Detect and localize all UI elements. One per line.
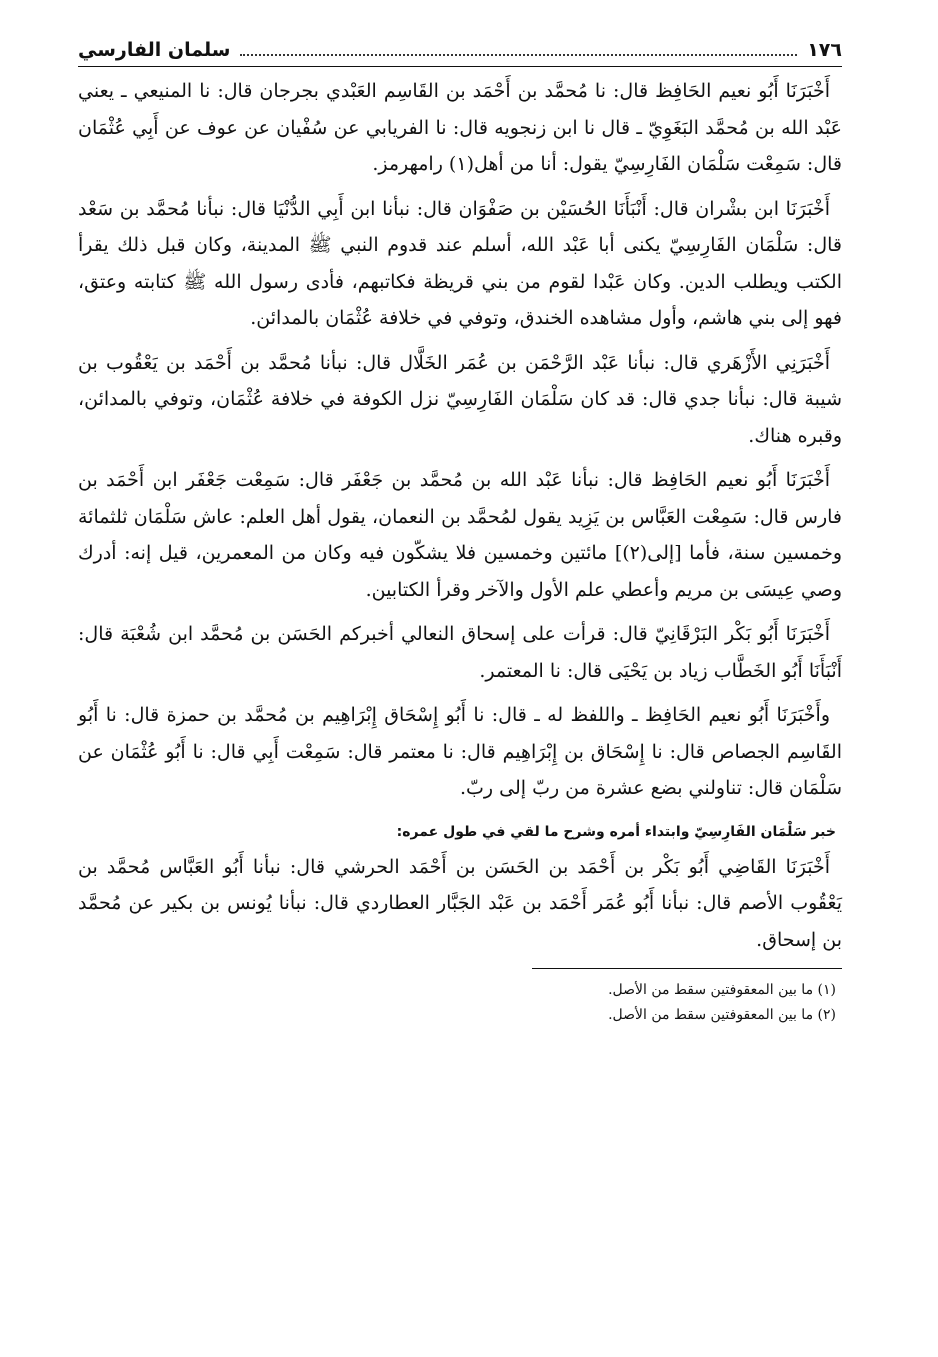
footnote-divider [532,968,842,969]
section-heading: خبر سَلْمَان الفَارِسِيّ وابتداء أمره وشرح ما لقي في طول عمره: [396,823,836,840]
text-paragraph: أَخْبَرَنَا ابن بشْران قال: أَنْبَأَنَا الحُسَيْن بن صَفْوَان قال: نبأنا ابن أَبِي الدُّنْيَا قال: نبأنا مُحمَّد بن سَعْد قال: سَلْمَان الفَارِسِيّ يكنى أبا عَبْد الله، أسلم عند قدوم النبي ﷺ المدينة، وكان قبل ذلك يقرأ الكتب ويطلب الدين. وكان عَبْدا لقوم من بني قريظة فكاتبهم، فأدى رسول الله ﷺ كتابته وعتق، فهو إلى بني هاشم، وأول مشاهده الخندق، وتوفي في خلافة عُثْمَان بالمدائن. [78,197,842,329]
book-page [78,36,842,1029]
footnote: (٢) ما بين المعقوفتين سقط من الأصل. [608,1007,836,1023]
page-number: ١٧٦ [807,39,842,61]
text-paragraph: وأَخْبَرَنَا أَبُو نعيم الحَافِظ ـ واللفظ له ـ قال: نا أَبُو إِسْحَاق إِبْرَاهِيم بن مُحمَّد بن حمزة قال: نا أَبُو القَاسِم الجصاص قال: نا إِسْحَاق بن إِبْرَاهِيم قال: نا معتمر قال: سَمِعْت أَبِي قال: نا أَبُو عُثْمَان عن سَلْمَان قال: تناولني بضع عشرة من ربّ إلى ربّ. [78,704,842,799]
header-dot-leader [240,54,797,56]
footnotes [78,979,842,1027]
text-paragraph: أَخْبَرَنَا أَبُو نعيم الحَافِظ قال: نا مُحمَّد بن أَحْمَد بن القَاسِم العَبْدي بجرجان قال: نا المنيعي ـ يعني عَبْد الله بن مُحمَّد البَغَوِيّ ـ قال نا ابن زنجويه قال: نا الفريابي عن سُفْيان عن عوف عن أَبِي عُثْمَان قال: سَمِعْت سَلْمَان الفَارِسِيّ يقول: أنا من أهل(١) رامهرمز. [78,80,842,175]
footnote: (١) ما بين المعقوفتين سقط من الأصل. [608,982,836,998]
main-text [78,73,842,958]
running-title: سلمان الفارسي [78,39,231,61]
text-paragraph: أَخْبَرَنَا القَاضِي أَبُو بَكْر بن أَحْمَد بن الحَسَن بن أَحْمَد الحرشي قال: نبأنا أَبُو العَبَّاس مُحمَّد بن يَعْقُوب الأصم قال: نبأنا أَبُو عُمَر أَحْمَد بن عَبْد الجَبَّار العطاردي قال: نبأنا يُونس بن بكير عن مُحمَّد بن إسحاق. [78,855,842,951]
running-header [78,36,842,67]
text-paragraph: أَخْبَرَنَا أَبُو نعيم الحَافِظ قال: نبأنا عَبْد الله بن مُحمَّد بن جَعْفَر قال: سَمِعْت جَعْفَر ابن أَحْمَد بن فارس قال: سَمِعْت العَبَّاس بن يَزِيد يقول لمُحمَّد بن النعمان، يقول أهل العلم: عاش سَلْمَان ثلثمائة وخمسين سنة، فأما [إلى(٢)] مائتين وخمسين فلا يشكّون فيه وكان من المعمرين، قيل إنه: أدرك وصي عِيسَى بن مريم وأعطي علم الأول والآخر وقرأ الكتابين. [78,469,842,601]
text-paragraph: أَخْبَرَنَا أَبُو بَكْر البَرْقَانِيّ قال: قرأت على إسحاق النعالي أخبركم الحَسَن بن مُحمَّد ابن شُعْبَة قال: أَنْبَأَنَا أَبُو الخَطَّاب زياد بن يَحْيَى قال: نا المعتمر. [78,623,842,682]
text-paragraph: أَخْبَرَنِي الأَزْهَري قال: نبأنا عَبْد الرَّحْمَن بن عُمَر الخَلَّال قال: نبأنا مُحمَّد بن أَحْمَد بن يَعْقُوب بن شيبة قال: نبأنا جدي قال: قد كان سَلْمَان الفَارِسِيّ نزل الكوفة في خلافة عُثْمَان، وتوفي بالمدائن، وقبره هناك. [78,351,842,447]
